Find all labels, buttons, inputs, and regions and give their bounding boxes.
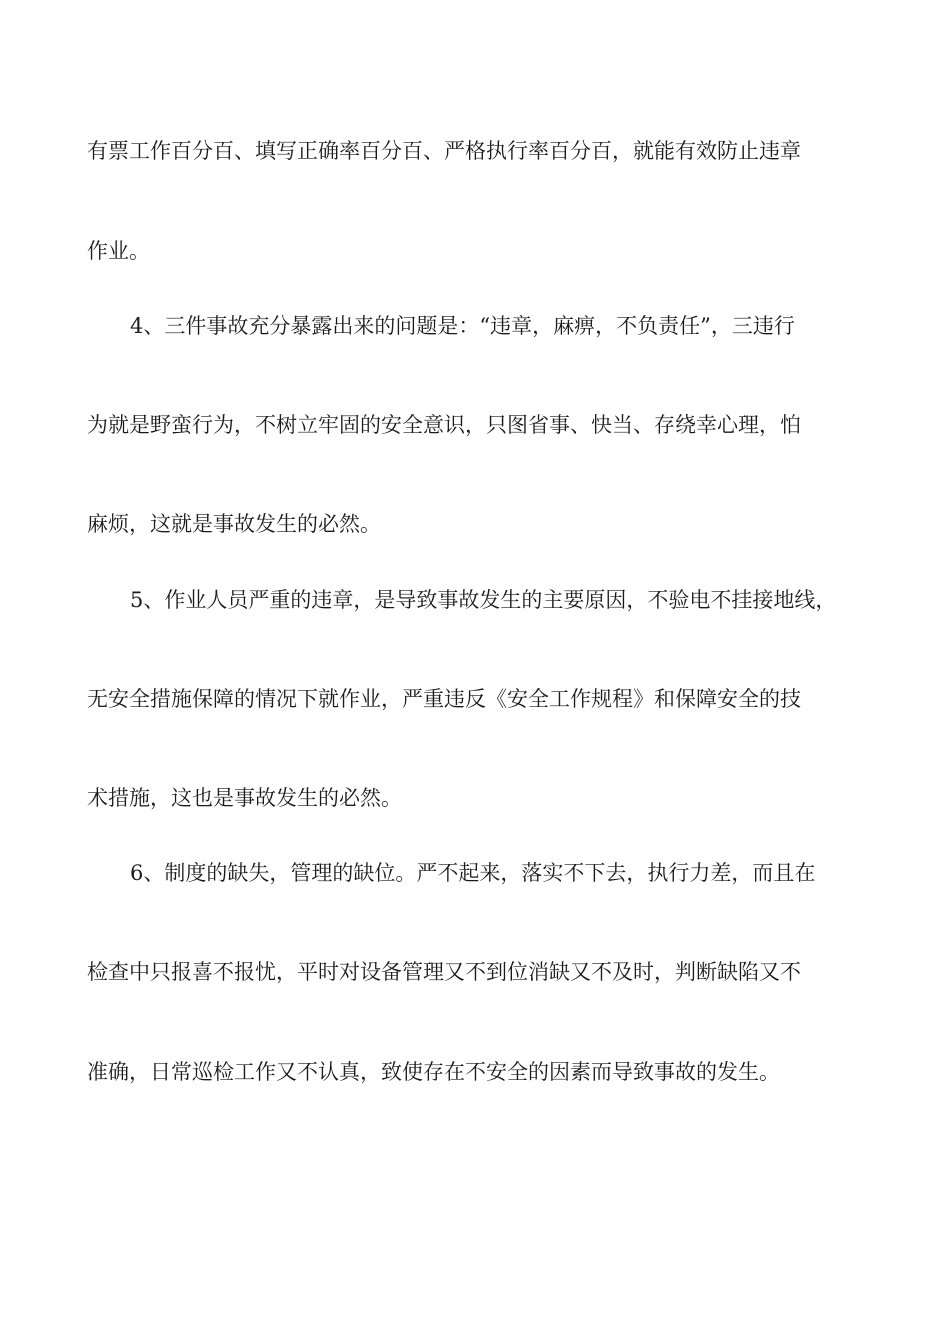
- text-line: 术措施，这也是事故发生的必然。: [87, 786, 402, 810]
- text-line: 麻烦，这就是事故发生的必然。: [87, 512, 381, 536]
- text-line: 作业。: [87, 239, 150, 263]
- text-line: 有票工作百分百、填写正确率百分百、严格执行率百分百，就能有效防止违章: [87, 139, 801, 163]
- text-line: 检查中只报喜不报忧，平时对设备管理又不到位消缺又不及时，判断缺陷又不: [87, 960, 801, 984]
- text-line: 6、制度的缺失，管理的缺位。严不起来，落实不下去，执行力差，而且在: [130, 861, 816, 885]
- text-line: 5、作业人员严重的违章，是导致事故发生的主要原因，不验电不挂接地线，: [130, 588, 837, 612]
- text-line: 为就是野蛮行为，不树立牢固的安全意识，只图省事、快当、存绕幸心理，怕: [87, 413, 801, 437]
- text-line: 准确，日常巡检工作又不认真，致使存在不安全的因素而导致事故的发生。: [87, 1060, 780, 1084]
- text-line: 无安全措施保障的情况下就作业，严重违反《安全工作规程》和保障安全的技: [87, 687, 801, 711]
- text-line: 4、三件事故充分暴露出来的问题是：“违章，麻痹，不负责任”，三违行: [130, 314, 795, 338]
